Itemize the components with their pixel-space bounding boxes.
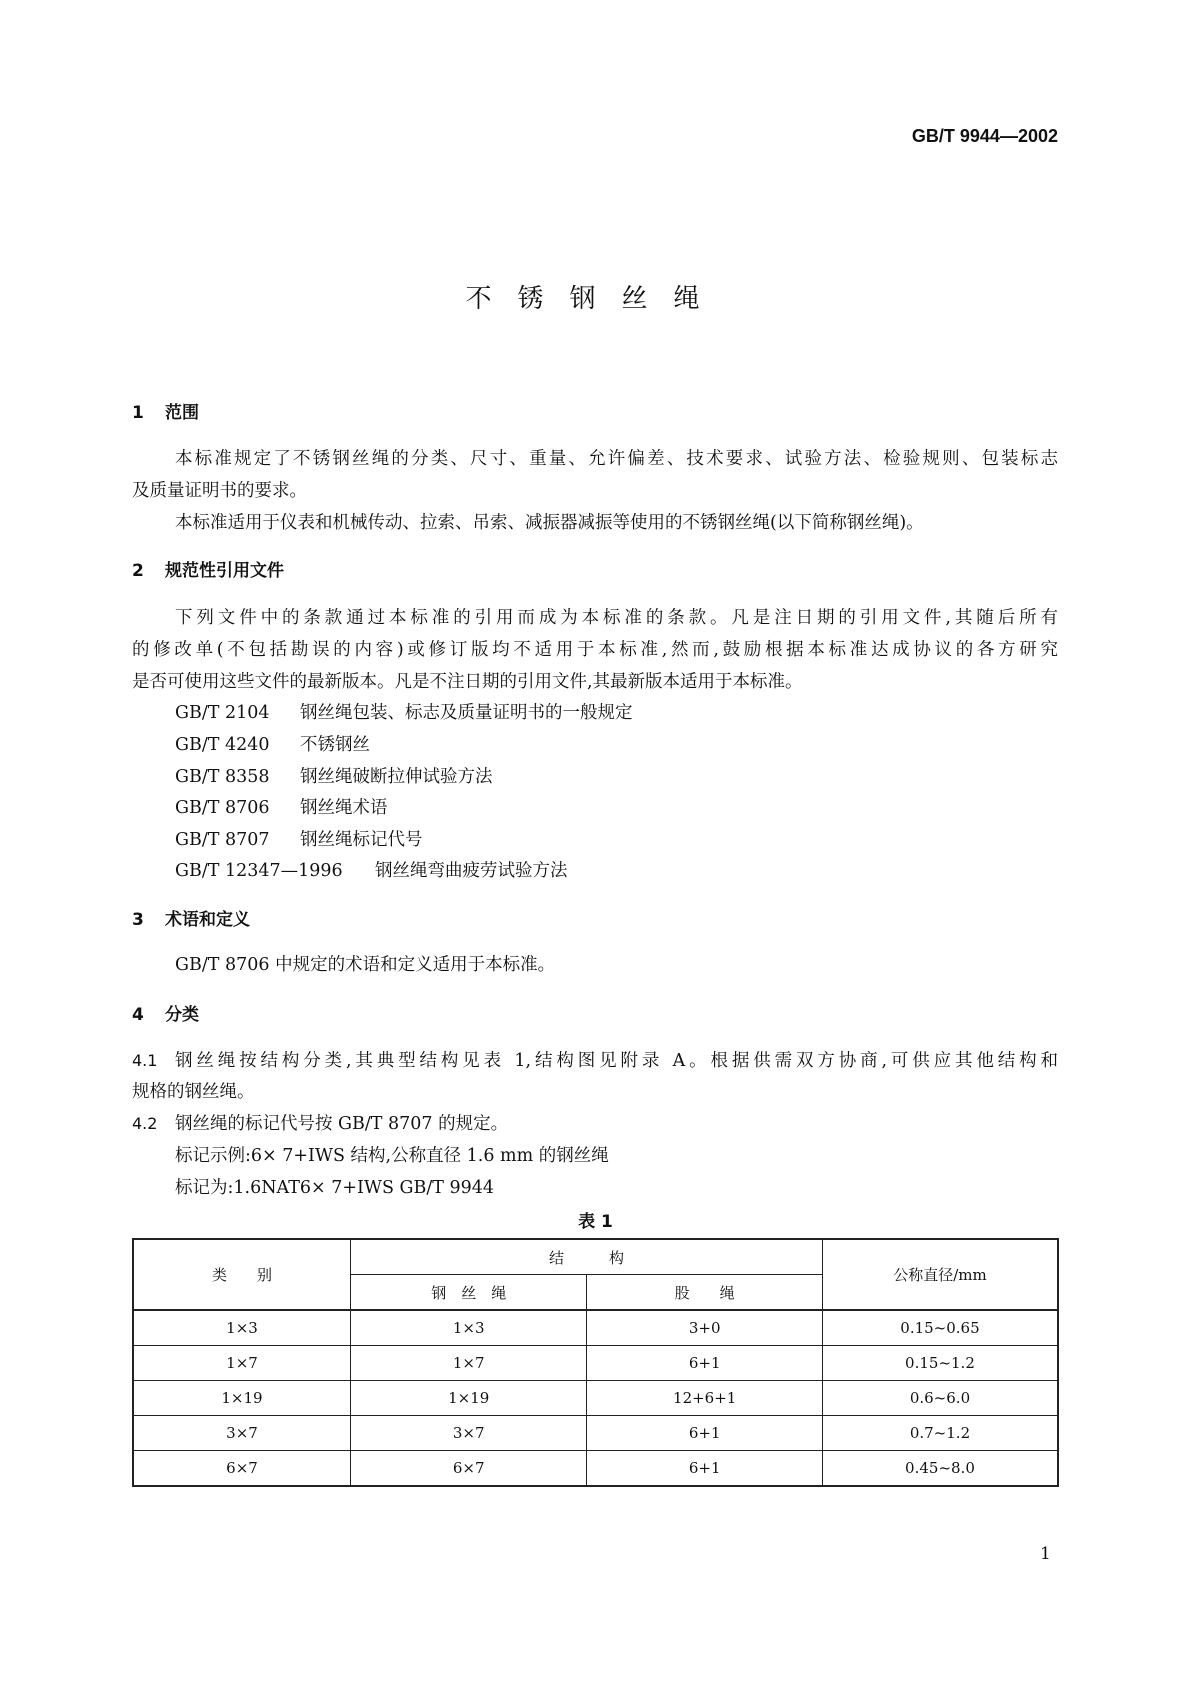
cell: 6×7 bbox=[133, 1451, 351, 1487]
reference-code: GB/T 12347—1996 bbox=[175, 861, 343, 881]
section-heading-2 bbox=[132, 556, 284, 581]
header-diameter: 公称直径/mm bbox=[822, 1239, 1058, 1310]
cell: 0.15~0.65 bbox=[822, 1310, 1058, 1346]
cell: 1×3 bbox=[351, 1310, 587, 1346]
table-row bbox=[133, 1416, 1058, 1451]
clause-4-1 bbox=[132, 1047, 1058, 1072]
reference-code: GB/T 2104 bbox=[175, 703, 270, 723]
paragraph-line: 下列文件中的条款通过本标准的引用而成为本标准的条款。凡是注日期的引用文件,其随后所有 bbox=[175, 608, 1058, 628]
table-row bbox=[133, 1310, 1058, 1346]
table-row bbox=[133, 1451, 1058, 1487]
reference-item bbox=[175, 826, 423, 851]
reference-item bbox=[175, 731, 370, 756]
paragraph-line: 钢丝绳按结构分类,其典型结构见表 1,结构图见附录 A。根据供需双方协商,可供应其他结构和 bbox=[175, 1051, 1058, 1071]
paragraph: 本标准适用于仪表和机械传动、拉索、吊索、减振器减振等使用的不锈钢丝绳(以下简称钢丝绳)。 bbox=[175, 513, 924, 533]
section-number: 1 bbox=[132, 403, 144, 423]
table-caption: 表 1 bbox=[578, 1212, 613, 1232]
reference-item bbox=[175, 794, 388, 819]
section-heading-4 bbox=[132, 1000, 199, 1025]
cell: 6+1 bbox=[587, 1451, 823, 1487]
cell: 6+1 bbox=[587, 1346, 823, 1381]
cell: 1×7 bbox=[133, 1346, 351, 1381]
reference-code: GB/T 4240 bbox=[175, 735, 270, 755]
section-title: 范围 bbox=[165, 403, 199, 423]
clause-4-2 bbox=[132, 1110, 508, 1135]
cell: 3×7 bbox=[133, 1416, 351, 1451]
reference-code: GB/T 8707 bbox=[175, 830, 270, 850]
reference-code: GB/T 8358 bbox=[175, 767, 270, 787]
reference-title: 钢丝绳包装、标志及质量证明书的一般规定 bbox=[300, 703, 633, 723]
page-title: 不锈钢丝绳 bbox=[465, 284, 726, 314]
marking-result: 标记为:1.6NAT6× 7+IWS GB/T 9944 bbox=[175, 1178, 495, 1198]
section-number: 3 bbox=[132, 910, 144, 930]
header-structure: 结 构 bbox=[351, 1239, 823, 1275]
table-row bbox=[133, 1346, 1058, 1381]
paragraph-line: 是否可使用这些文件的最新版本。凡是不注日期的引用文件,其最新版本适用于本标准。 bbox=[132, 672, 803, 692]
reference-title: 不锈钢丝 bbox=[300, 735, 370, 755]
section-heading-1 bbox=[132, 398, 199, 423]
header-category: 类 别 bbox=[133, 1239, 351, 1310]
paragraph: GB/T 8706 中规定的术语和定义适用于本标准。 bbox=[175, 955, 556, 975]
marking-example: 标记示例:6× 7+IWS 结构,公称直径 1.6 mm 的钢丝绳 bbox=[175, 1146, 609, 1166]
clause-number: 4.1 bbox=[132, 1051, 158, 1070]
cell: 1×7 bbox=[351, 1346, 587, 1381]
cell: 0.7~1.2 bbox=[822, 1416, 1058, 1451]
cell: 3×7 bbox=[351, 1416, 587, 1451]
reference-title: 钢丝绳弯曲疲劳试验方法 bbox=[375, 861, 568, 881]
structure-table bbox=[132, 1238, 1059, 1487]
section-title: 分类 bbox=[165, 1005, 199, 1025]
cell: 1×3 bbox=[133, 1310, 351, 1346]
cell: 0.45~8.0 bbox=[822, 1451, 1058, 1487]
cell: 0.15~1.2 bbox=[822, 1346, 1058, 1381]
section-title: 规范性引用文件 bbox=[165, 561, 284, 581]
cell: 1×19 bbox=[351, 1381, 587, 1416]
paragraph: 钢丝绳的标记代号按 GB/T 8707 的规定。 bbox=[175, 1114, 509, 1134]
cell: 6+1 bbox=[587, 1416, 823, 1451]
section-number: 2 bbox=[132, 561, 144, 581]
page-number: 1 bbox=[1040, 1544, 1051, 1564]
reference-title: 钢丝绳标记代号 bbox=[300, 830, 423, 850]
standard-code: GB/T 9944—2002 bbox=[911, 126, 1058, 146]
reference-item bbox=[175, 699, 633, 724]
reference-title: 钢丝绳术语 bbox=[300, 798, 388, 818]
cell: 1×19 bbox=[133, 1381, 351, 1416]
header-rope: 钢 丝 绳 bbox=[351, 1275, 587, 1311]
section-heading-3 bbox=[132, 905, 250, 930]
reference-code: GB/T 8706 bbox=[175, 798, 270, 818]
cell: 12+6+1 bbox=[587, 1381, 823, 1416]
cell: 6×7 bbox=[351, 1451, 587, 1487]
cell: 3+0 bbox=[587, 1310, 823, 1346]
table-row bbox=[133, 1381, 1058, 1416]
reference-title: 钢丝绳破断拉伸试验方法 bbox=[300, 767, 493, 787]
clause-number: 4.2 bbox=[132, 1114, 158, 1133]
section-number: 4 bbox=[132, 1005, 144, 1025]
reference-item bbox=[175, 857, 568, 882]
header-strand: 股 绳 bbox=[587, 1275, 823, 1311]
paragraph-line: 的修改单(不包括勘误的内容)或修订版均不适用于本标准,然而,鼓励根据本标准达成协议的各方研究 bbox=[132, 640, 1058, 660]
paragraph-line: 本标准规定了不锈钢丝绳的分类、尺寸、重量、允许偏差、技术要求、试验方法、检验规则、包装标志 bbox=[175, 449, 1058, 469]
paragraph-line: 规格的钢丝绳。 bbox=[132, 1082, 255, 1102]
reference-item bbox=[175, 763, 493, 788]
section-title: 术语和定义 bbox=[165, 910, 250, 930]
paragraph-line: 及质量证明书的要求。 bbox=[132, 481, 307, 501]
cell: 0.6~6.0 bbox=[822, 1381, 1058, 1416]
